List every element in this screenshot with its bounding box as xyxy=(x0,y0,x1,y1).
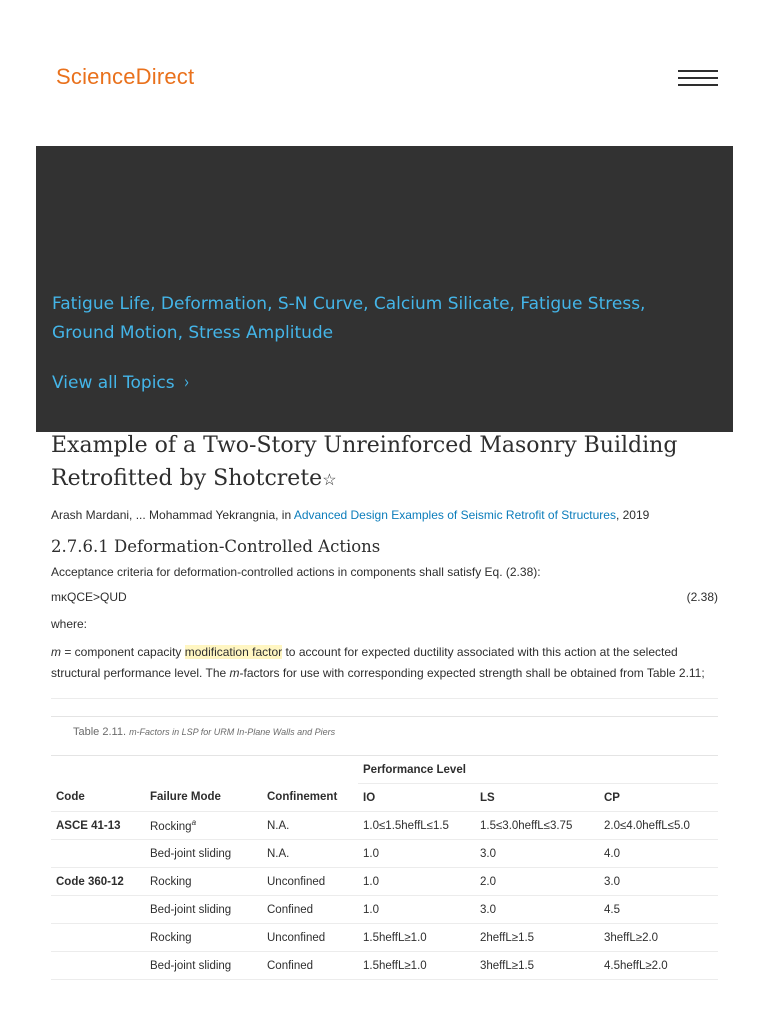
cell-mode: Rocking xyxy=(145,924,262,952)
empty-cell xyxy=(51,756,145,784)
acceptance-paragraph: Acceptance criteria for deformation-controlled actions in components shall satisfy Eq. (2.38): xyxy=(51,565,541,579)
cell-io: 1.0 xyxy=(358,868,475,896)
cell-code: Code 360-12 xyxy=(51,868,145,896)
cell-cp: 3.0 xyxy=(599,868,718,896)
m-def-text-a: = component capacity xyxy=(61,645,185,659)
divider xyxy=(51,698,718,699)
cell-code xyxy=(51,924,145,952)
col-header-code: Code xyxy=(51,784,145,812)
table-row xyxy=(51,840,718,868)
equation-number: (2.38) xyxy=(686,590,718,604)
footnote-marker[interactable]: a xyxy=(191,818,197,828)
cell-confinement: Confined xyxy=(262,896,358,924)
cell-ls: 3.0 xyxy=(475,896,599,924)
cell-code xyxy=(51,840,145,868)
m-def-text-c: structural performance level. The xyxy=(51,666,230,680)
view-all-topics-label: View all Topics xyxy=(52,373,175,393)
sciencedirect-logo[interactable]: ScienceDirect xyxy=(56,64,195,89)
cell-io: 1.0≤1.5heffL≤1.5 xyxy=(358,812,475,840)
cell-mode: Bed-joint sliding xyxy=(145,840,262,868)
cell-io: 1.5heffL≥1.0 xyxy=(358,924,475,952)
m-symbol: m xyxy=(51,645,61,659)
cell-confinement: N.A. xyxy=(262,812,358,840)
book-link[interactable]: Advanced Design Examples of Seismic Retrofit of Structures xyxy=(293,508,616,522)
m-definition xyxy=(51,642,718,684)
article-title-text: Example of a Two-Story Unreinforced Masonry Building Retrofitted by Shotcrete xyxy=(51,433,678,491)
col-header-io: IO xyxy=(358,784,475,812)
hamburger-menu-icon[interactable] xyxy=(678,68,718,90)
cell-cp: 4.5 xyxy=(599,896,718,924)
cell-mode xyxy=(145,812,262,840)
table-caption xyxy=(51,716,718,756)
cell-confinement: Unconfined xyxy=(262,924,358,952)
cell-io: 1.0 xyxy=(358,840,475,868)
cell-code: ASCE 41-13 xyxy=(51,812,145,840)
col-header-failure-mode: Failure Mode xyxy=(145,784,262,812)
table-caption-text: m-Factors in LSP for URM In-Plane Walls and Piers xyxy=(129,727,336,737)
performance-level-header: Performance Level xyxy=(358,756,718,784)
col-header-confinement: Confinement xyxy=(262,784,358,812)
table-group-header-row xyxy=(51,756,718,784)
m-def-text-b: to account for expected ductility associated with this action at the selected xyxy=(282,645,678,659)
cell-cp: 4.5heffL≥2.0 xyxy=(599,952,718,980)
table-header-row xyxy=(51,784,718,812)
byline xyxy=(51,508,649,522)
cell-mode-text: Rocking xyxy=(150,820,192,833)
col-header-ls: LS xyxy=(475,784,599,812)
cell-code xyxy=(51,952,145,980)
site-header xyxy=(0,0,768,146)
table-row xyxy=(51,812,718,840)
topics-list[interactable]: Fatigue Life, Deformation, S-N Curve, Calcium Silicate, Fatigue Stress, Ground Motion, Stress Amplitude xyxy=(52,294,646,343)
highlighted-term[interactable]: modification factor xyxy=(184,645,283,659)
cell-mode: Bed-joint sliding xyxy=(145,952,262,980)
m-def-text-d: -factors for use with corresponding expected strength shall be obtained from Table 2.11; xyxy=(239,666,705,680)
star-icon: ☆ xyxy=(322,470,337,489)
cell-ls: 2heffL≥1.5 xyxy=(475,924,599,952)
section-heading: 2.7.6.1 Deformation-Controlled Actions xyxy=(51,537,381,556)
year: , 2019 xyxy=(615,508,650,522)
cell-ls: 3heffL≥1.5 xyxy=(475,952,599,980)
table-row xyxy=(51,952,718,980)
cell-ls: 3.0 xyxy=(475,840,599,868)
cell-code xyxy=(51,896,145,924)
cell-ls: 1.5≤3.0heffL≤3.75 xyxy=(475,812,599,840)
article-title[interactable] xyxy=(51,429,711,496)
chevron-right-icon: › xyxy=(183,372,189,393)
authors: Arash Mardani, ... Mohammad Yekrangnia, in xyxy=(51,508,294,522)
m-factors-table xyxy=(51,756,718,980)
cell-mode: Rocking xyxy=(145,868,262,896)
view-all-topics-link[interactable] xyxy=(52,372,190,393)
empty-cell xyxy=(145,756,262,784)
m-symbol-2: m xyxy=(229,666,240,680)
cell-ls: 2.0 xyxy=(475,868,599,896)
table-2-11 xyxy=(51,716,718,980)
cell-cp: 4.0 xyxy=(599,840,718,868)
col-header-cp: CP xyxy=(599,784,718,812)
where-label: where: xyxy=(51,617,88,631)
cell-confinement: Confined xyxy=(262,952,358,980)
empty-cell xyxy=(262,756,358,784)
table-row xyxy=(51,896,718,924)
cell-confinement: Unconfined xyxy=(262,868,358,896)
cell-mode: Bed-joint sliding xyxy=(145,896,262,924)
equation: mκQCE>QUD xyxy=(51,590,127,604)
cell-io: 1.0 xyxy=(358,896,475,924)
table-caption-label: Table 2.11. xyxy=(73,726,130,738)
table-row xyxy=(51,868,718,896)
cell-cp: 3heffL≥2.0 xyxy=(599,924,718,952)
cell-confinement: N.A. xyxy=(262,840,358,868)
table-row xyxy=(51,924,718,952)
cell-io: 1.5heffL≥1.0 xyxy=(358,952,475,980)
topics-banner xyxy=(36,146,733,432)
cell-cp: 2.0≤4.0heffL≤5.0 xyxy=(599,812,718,840)
